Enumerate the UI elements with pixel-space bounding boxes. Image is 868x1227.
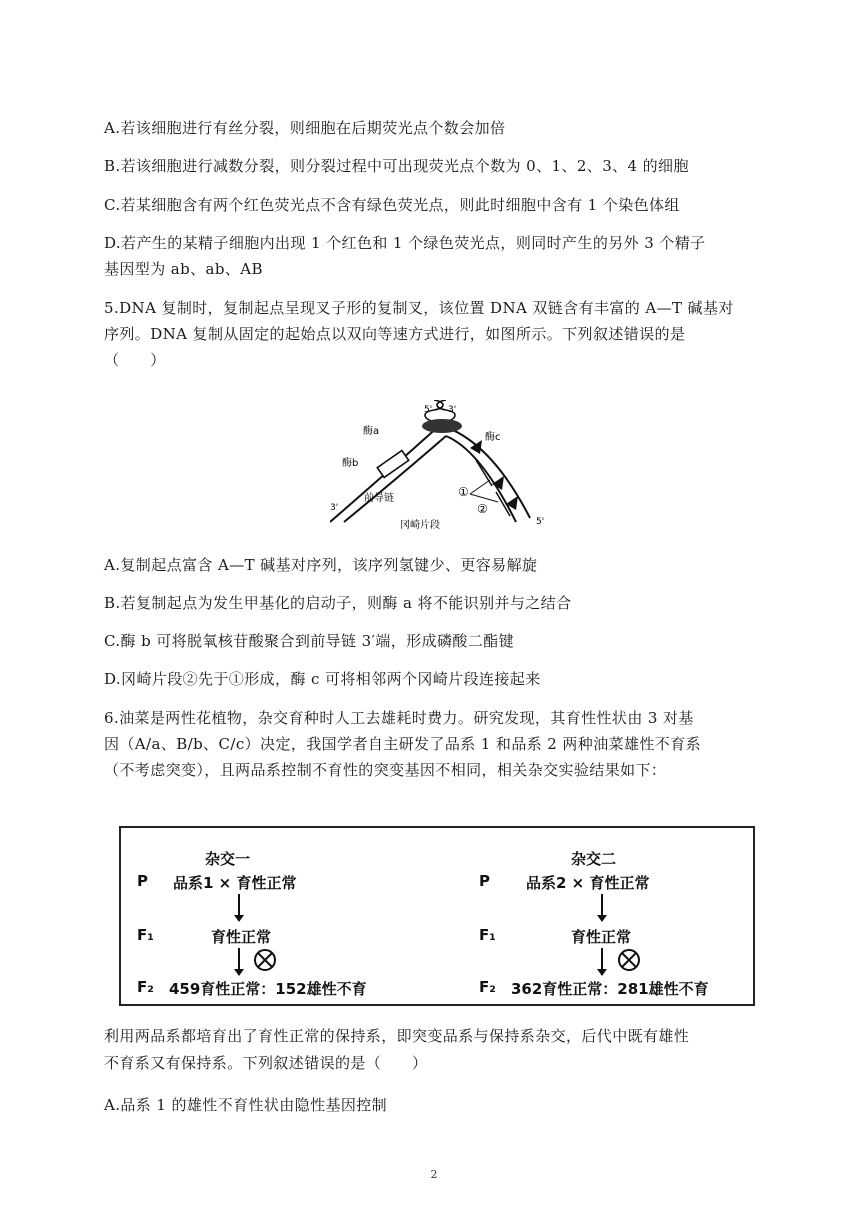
label-enzyme-a: 酶a (363, 426, 380, 437)
cross2-f1-label: F₁ (479, 926, 496, 944)
label-leading-strand: 前导链 (364, 493, 394, 504)
q4-option-d: D.若产生的某精子细胞内出现 1 个红色和 1 个绿色荧光点，则同时产生的另外 3 个精子 (104, 234, 706, 252)
q4-option-c: C.若某细胞含有两个红色荧光点不含有绿色荧光点，则此时细胞中含有 1 个染色体组 (104, 196, 680, 214)
cross-experiment-box (119, 826, 755, 1006)
selfing-icon (617, 948, 641, 972)
cross1-f1-content: 育性正常 (211, 928, 272, 946)
q5-option-a: A.复制起点富含 A—T 碱基对序列，该序列氢键少、更容易解旋 (104, 556, 538, 574)
pointer-2 (470, 494, 498, 502)
q4-option-d-cont: 基因型为 ab、ab、AB (104, 260, 263, 278)
cross2-f2-content: 362育性正常：281雄性不育 (511, 980, 709, 998)
q6-stem-1: 6.油菜是两性花植物，杂交育种时人工去雄耗时费力。研究发现，其育性性状由 3 对基 (104, 709, 694, 727)
cross1-f1-label: F₁ (137, 926, 154, 944)
cross2-arrow-1 (601, 894, 603, 920)
q6-after-1: 利用两品系都培育出了育性正常的保持系，即突变品系与保持系杂交，后代中既有雄性 (104, 1027, 690, 1045)
cross1-f2-content: 459育性正常：152雄性不育 (169, 980, 367, 998)
label-circle-2: ② (477, 502, 488, 516)
q6-option-a: A.品系 1 的雄性不育性状由隐性基因控制 (104, 1096, 388, 1114)
enzyme-a-shape (422, 419, 462, 433)
label-okazaki: 冈崎片段 (400, 520, 440, 531)
cross1-arrow-1 (238, 894, 240, 920)
cross2-f1-content: 育性正常 (571, 928, 632, 946)
q6-stem-2: 因（A/a、B/b、C/c）决定，我国学者自主研发了品系 1 和品系 2 两种油菜雄性不育系 (104, 735, 702, 753)
q5-stem-3: （ ） (104, 351, 166, 369)
cross1-p-label: P (137, 872, 148, 890)
replication-fork-figure (330, 400, 560, 535)
cross1-arrow-2 (238, 948, 240, 974)
q5-stem-1: 5.DNA 复制时，复制起点呈现叉子形的复制叉，该位置 DNA 双链含有丰富的 A—T 碱基对 (104, 299, 734, 317)
cross2-p-label: P (479, 872, 490, 890)
cross2-p-content: 品系2 × 育性正常 (526, 874, 650, 892)
cross2-arrow-2 (601, 948, 603, 974)
cross2-title: 杂交二 (571, 850, 617, 868)
cross1-f2-label: F₂ (137, 978, 154, 996)
q4-option-a: A.若该细胞进行有丝分裂，则细胞在后期荧光点个数会加倍 (104, 119, 506, 137)
q5-option-c: C.酶 b 可将脱氧核苷酸聚合到前导链 3′端，形成磷酸二酯键 (104, 632, 514, 650)
label-5prime-right: 5' (536, 517, 545, 527)
cross1-title: 杂交一 (205, 850, 251, 868)
q5-option-b: B.若复制起点为发生甲基化的启动子，则酶 a 将不能识别并与之结合 (104, 594, 572, 612)
page-number: 2 (430, 1168, 438, 1181)
enzyme-b-shape (377, 450, 408, 477)
q5-option-d: D.冈崎片段②先于①形成，酶 c 可将相邻两个冈崎片段连接起来 (104, 670, 541, 688)
left-strand-inner (344, 436, 446, 522)
q4-option-b: B.若该细胞进行减数分裂，则分裂过程中可出现荧光点个数为 0、1、2、3、4 的细胞 (104, 157, 689, 175)
label-enzyme-c: 酶c (485, 432, 501, 443)
label-top-3: 3' (448, 405, 457, 415)
cross1-p-content: 品系1 × 育性正常 (173, 874, 297, 892)
label-enzyme-b: 酶b (342, 458, 359, 469)
pointer-1 (470, 480, 490, 494)
q6-stem-3: （不考虑突变），且两品系控制不育性的突变基因不相同，相关杂交实验结果如下： (104, 761, 667, 779)
okazaki-fragment-1 (476, 460, 492, 486)
label-top-5: 5' (424, 405, 433, 415)
replication-fork-diagram (330, 400, 560, 535)
selfing-icon (253, 948, 277, 972)
q6-after-2: 不育系又有保持系。下列叙述错误的是（ ） (104, 1054, 428, 1072)
label-circle-1: ① (458, 485, 469, 499)
label-3prime-left: 3' (330, 503, 339, 513)
q5-stem-2: 序列。DNA 复制从固定的起始点以双向等速方式进行，如图所示。下列叙述错误的是 (104, 325, 686, 343)
cross2-f2-label: F₂ (479, 978, 496, 996)
